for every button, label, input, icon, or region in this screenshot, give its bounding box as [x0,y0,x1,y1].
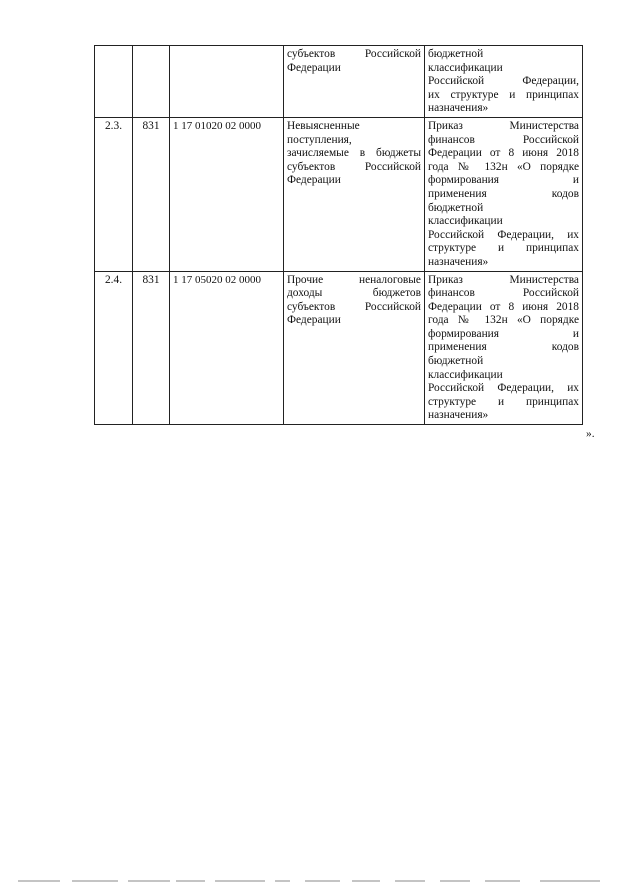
text-line: структуре и принципах [428,242,579,255]
table-row [95,46,583,118]
income-name-cell [284,46,425,118]
text-line: применения кодов [428,341,579,354]
text-line: бюджетной [428,48,484,60]
table-row [95,117,583,271]
text-line: Российской Федерации, [428,75,579,88]
admin-code-cell: 831 [133,117,170,271]
text-line: Федерации [287,174,341,187]
text-line: доходы бюджетов [287,287,421,300]
budget-code-cell: 1 17 01020 02 0000 [170,117,284,271]
text-line: Прочие неналоговые [287,273,421,286]
text-line: финансов Российской [428,287,579,300]
income-name-cell [284,117,425,271]
text-line: Российской Федерации, их [428,382,579,395]
text-line: формирования и [428,174,579,187]
text-line: Невыясненные [287,119,360,132]
text-line: поступления, [287,133,352,146]
row-number-cell: 2.4. [95,271,133,425]
text-line: субъектов Российской [287,48,421,60]
text-line: их структуре и принципах [428,88,579,101]
legal-basis-cell [425,117,583,271]
budget-income-table [94,45,583,425]
text-line: классификации [428,215,503,228]
text-line: структуре и принципах [428,395,579,408]
budget-code-cell: 1 17 05020 02 0000 [170,271,284,425]
admin-code-cell [133,46,170,118]
text-line: Российской Федерации, их [428,228,579,241]
text-line: финансов Российской [428,133,579,146]
text-line: субъектов Российской [287,160,421,173]
row-number-cell [95,46,133,118]
text-line: классификации [428,61,503,74]
text-line: бюджетной [428,355,484,368]
text-line: года № 132н «О порядке [428,314,579,327]
text-line: формирования и [428,327,579,340]
text-line: Приказ Министерства [428,273,579,286]
text-line: классификации [428,368,503,381]
text-line: назначения» [428,255,489,268]
income-name-cell [284,271,425,425]
text-line: года № 132н «О порядке [428,160,579,173]
legal-basis-cell [425,46,583,118]
text-line: Федерации [287,61,341,74]
text-line: зачисляемые в бюджеты [287,147,421,160]
text-line: применения кодов [428,187,579,200]
legal-basis-cell [425,271,583,425]
table-row [95,271,583,425]
text-line: бюджетной [428,201,484,214]
budget-code-cell [170,46,284,118]
text-line: Федерации от 8 июня 2018 [428,147,579,160]
text-line: Приказ Министерства [428,119,579,132]
text-line: субъектов Российской [287,300,421,313]
text-line: назначения» [428,102,489,115]
admin-code-cell: 831 [133,271,170,425]
scan-edge-line [0,878,640,884]
text-line: Федерации от 8 июня 2018 [428,300,579,313]
row-number-cell: 2.3. [95,117,133,271]
text-line: назначения» [428,409,489,422]
text-line: Федерации [287,314,341,327]
closing-quote-mark: ». [586,428,595,440]
